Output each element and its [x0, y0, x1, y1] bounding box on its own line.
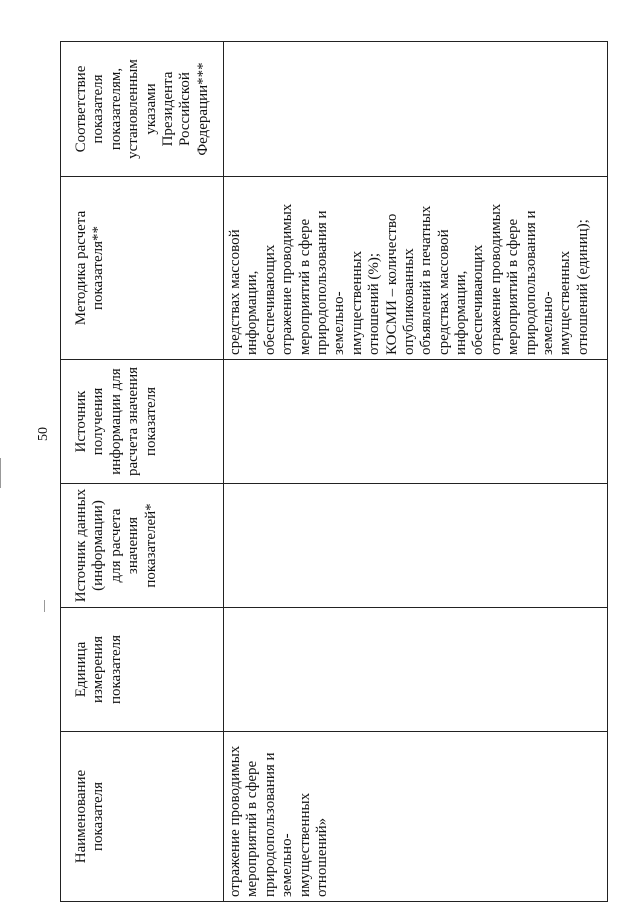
cell-compliance [224, 42, 608, 177]
table-row [224, 42, 608, 902]
header-methodology: Методика расчета показателя** [61, 177, 224, 360]
header-info-source: Источник получения информации для расчета значения показателя [61, 360, 224, 484]
header-data-source: Источник данных (информации) для расчета значения показателей* [61, 484, 224, 608]
scan-edge-mark [0, 458, 1, 488]
table-header-row [61, 42, 224, 902]
page-number: 50 [36, 427, 51, 441]
header-indicator-name: Наименование показателя [61, 732, 224, 902]
cell-data-source [224, 484, 608, 608]
indicator-table [60, 41, 608, 902]
rotated-table-frame [60, 42, 608, 902]
indicator-name-text: отражение проводимых мероприятий в сфере природопользования и земельно- имущественных отношений» [227, 745, 330, 897]
scan-edge-mark [44, 600, 45, 612]
methodology-text: средствах массовой информации, обеспечивающих отражение проводимых мероприятий в сфере природопользования и земельно- имущественных отношений (%); КОСМИ – количество опубликованных объявлений в печатных средствах массовой информации, обеспечивающих отражение проводимых мероприятий в сфере природопользования и земельно- имущественных отношений (единиц); [227, 203, 591, 355]
cell-indicator-name [224, 732, 608, 902]
cell-unit [224, 608, 608, 732]
header-compliance: Соответствие показателя показателям, установленным указами Президента Российской Федерации*** [61, 42, 224, 177]
cell-methodology [224, 177, 608, 360]
cell-info-source [224, 360, 608, 484]
header-unit: Единица измерения показателя [61, 608, 224, 732]
